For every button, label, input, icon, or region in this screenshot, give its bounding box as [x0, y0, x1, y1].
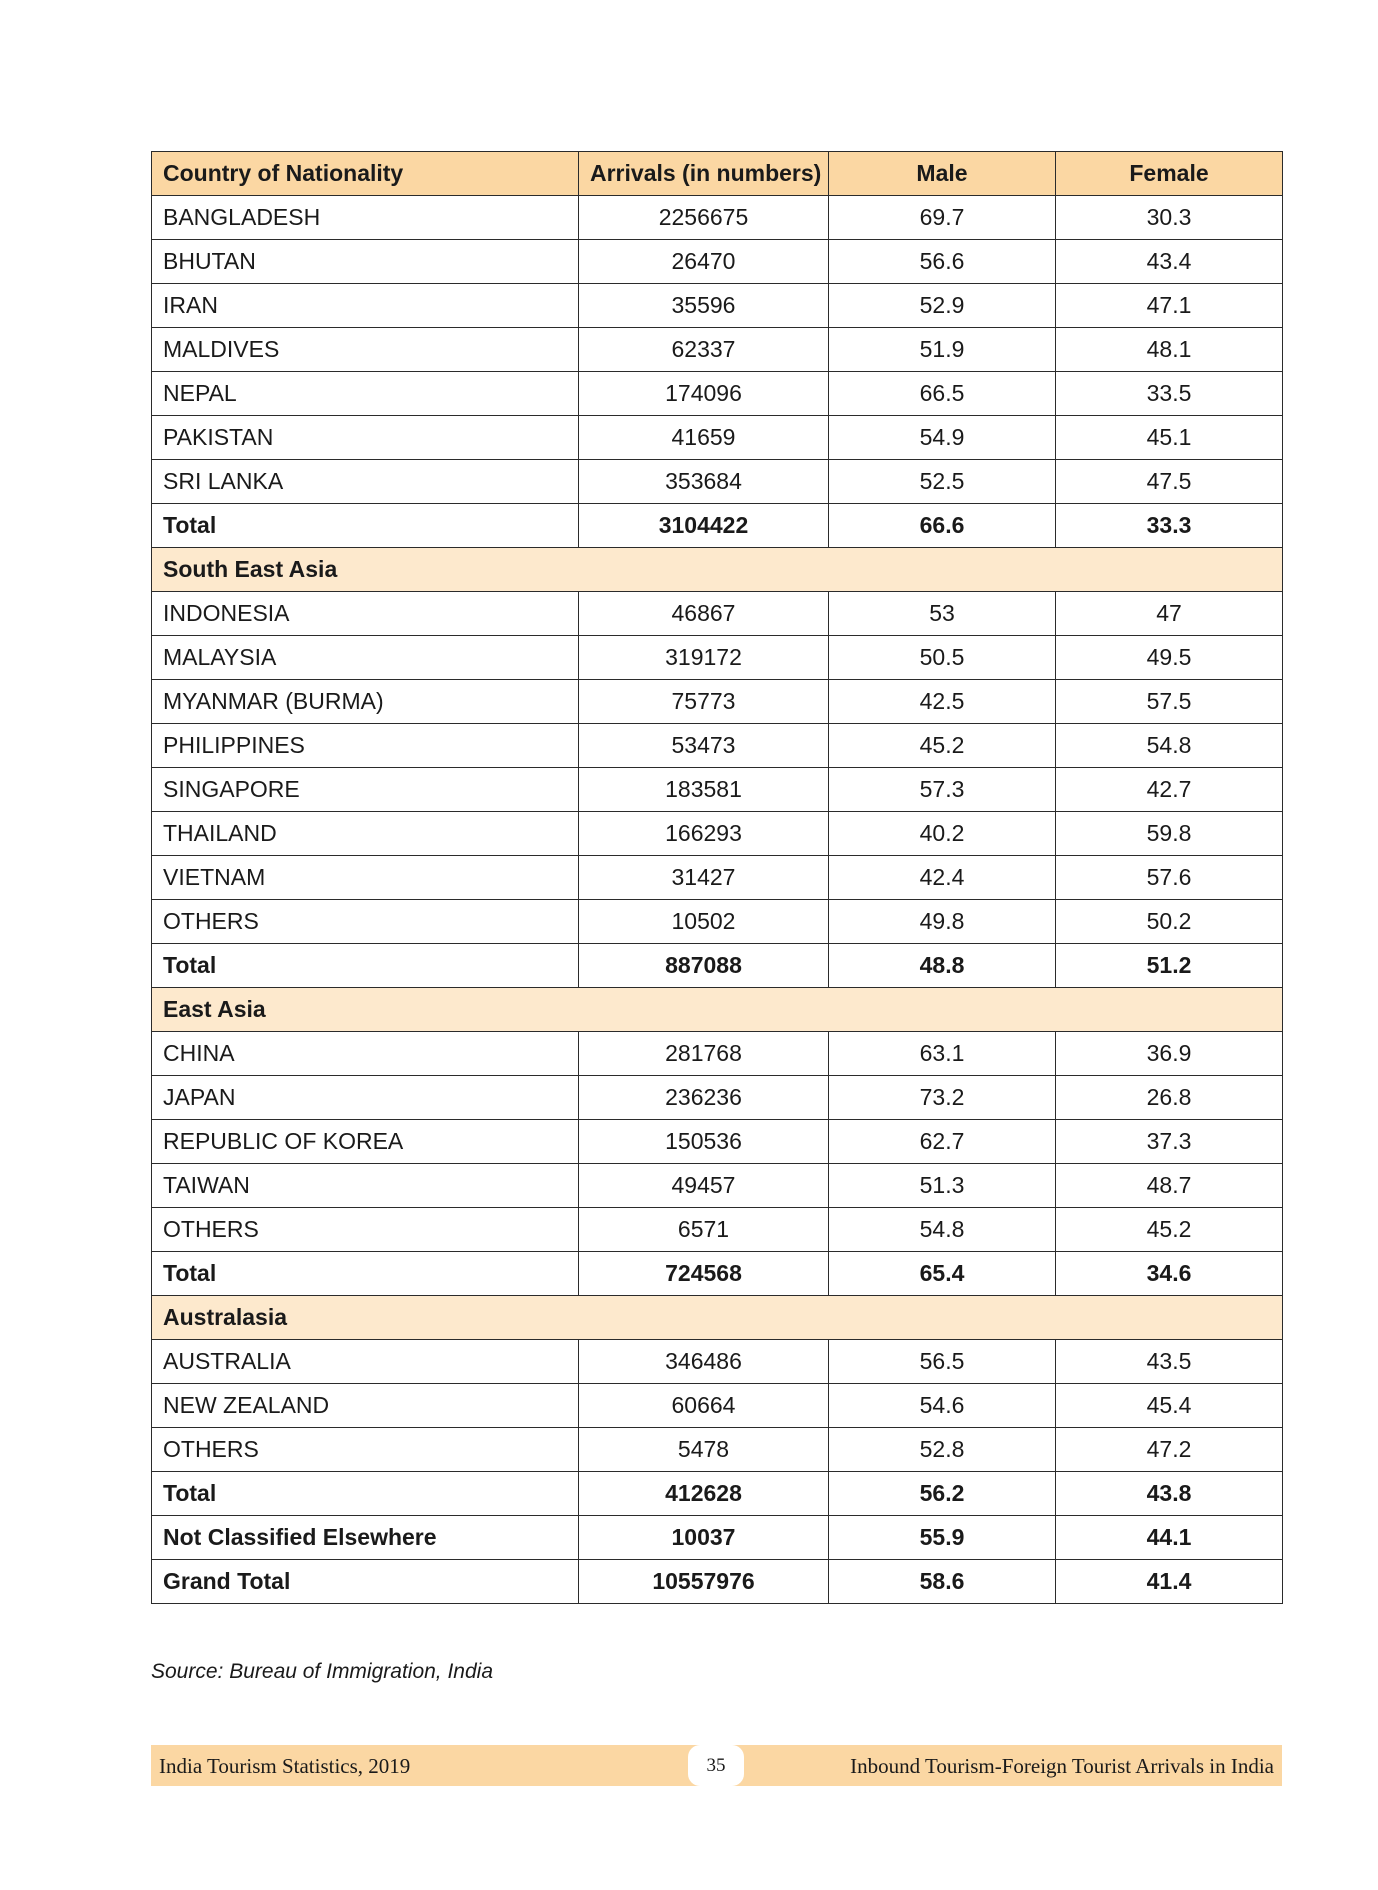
table-row [152, 592, 1283, 636]
cell-male: 52.5 [829, 460, 1056, 504]
cell-female: 41.4 [1056, 1560, 1283, 1604]
cell-female: 33.3 [1056, 504, 1283, 548]
table-row [152, 724, 1283, 768]
cell-country: Grand Total [152, 1560, 579, 1604]
cell-arrivals: 236236 [579, 1076, 829, 1120]
cell-arrivals: 183581 [579, 768, 829, 812]
total-row [152, 504, 1283, 548]
table-row [152, 460, 1283, 504]
cell-arrivals: 346486 [579, 1340, 829, 1384]
table-row [152, 416, 1283, 460]
cell-male: 58.6 [829, 1560, 1056, 1604]
cell-country: Total [152, 1472, 579, 1516]
cell-male: 53 [829, 592, 1056, 636]
cell-arrivals: 319172 [579, 636, 829, 680]
cell-country: MALAYSIA [152, 636, 579, 680]
cell-arrivals: 31427 [579, 856, 829, 900]
source-note: Source: Bureau of Immigration, India [151, 1660, 494, 1683]
cell-female: 47.1 [1056, 284, 1283, 328]
cell-arrivals: 2256675 [579, 196, 829, 240]
table-row [152, 196, 1283, 240]
cell-country: PAKISTAN [152, 416, 579, 460]
cell-arrivals: 10037 [579, 1516, 829, 1560]
table-row [152, 812, 1283, 856]
cell-arrivals: 353684 [579, 460, 829, 504]
cell-arrivals: 41659 [579, 416, 829, 460]
cell-male: 66.6 [829, 504, 1056, 548]
region-label: South East Asia [152, 548, 1283, 592]
cell-male: 51.3 [829, 1164, 1056, 1208]
cell-female: 43.4 [1056, 240, 1283, 284]
cell-female: 26.8 [1056, 1076, 1283, 1120]
total-row [152, 1560, 1283, 1604]
cell-female: 33.5 [1056, 372, 1283, 416]
header-male: Male [829, 152, 1056, 196]
cell-male: 55.9 [829, 1516, 1056, 1560]
total-row [152, 944, 1283, 988]
cell-male: 54.6 [829, 1384, 1056, 1428]
cell-arrivals: 150536 [579, 1120, 829, 1164]
cell-male: 40.2 [829, 812, 1056, 856]
cell-female: 54.8 [1056, 724, 1283, 768]
cell-arrivals: 60664 [579, 1384, 829, 1428]
cell-arrivals: 166293 [579, 812, 829, 856]
cell-arrivals: 412628 [579, 1472, 829, 1516]
cell-female: 59.8 [1056, 812, 1283, 856]
table-row [152, 1032, 1283, 1076]
cell-female: 30.3 [1056, 196, 1283, 240]
cell-female: 34.6 [1056, 1252, 1283, 1296]
cell-female: 57.6 [1056, 856, 1283, 900]
cell-male: 45.2 [829, 724, 1056, 768]
region-header-row [152, 988, 1283, 1032]
cell-female: 57.5 [1056, 680, 1283, 724]
table-row [152, 1076, 1283, 1120]
table-row [152, 1428, 1283, 1472]
table-body [152, 196, 1283, 1604]
page-footer [151, 1745, 1282, 1786]
cell-arrivals: 35596 [579, 284, 829, 328]
region-label: East Asia [152, 988, 1283, 1032]
cell-country: INDONESIA [152, 592, 579, 636]
region-header-row [152, 548, 1283, 592]
cell-female: 48.1 [1056, 328, 1283, 372]
cell-country: Total [152, 504, 579, 548]
header-female: Female [1056, 152, 1283, 196]
cell-female: 47.2 [1056, 1428, 1283, 1472]
arrivals-table [151, 151, 1283, 1604]
cell-arrivals: 10502 [579, 900, 829, 944]
table-row [152, 1384, 1283, 1428]
cell-female: 47 [1056, 592, 1283, 636]
table-row [152, 1164, 1283, 1208]
total-row [152, 1472, 1283, 1516]
cell-country: TAIWAN [152, 1164, 579, 1208]
table-row [152, 372, 1283, 416]
cell-male: 62.7 [829, 1120, 1056, 1164]
header-arrivals: Arrivals (in numbers) [579, 152, 829, 196]
cell-country: SRI LANKA [152, 460, 579, 504]
cell-male: 50.5 [829, 636, 1056, 680]
header-country: Country of Nationality [152, 152, 579, 196]
table-row [152, 636, 1283, 680]
cell-male: 56.2 [829, 1472, 1056, 1516]
cell-female: 45.4 [1056, 1384, 1283, 1428]
cell-country: OTHERS [152, 1208, 579, 1252]
cell-female: 47.5 [1056, 460, 1283, 504]
region-header-row [152, 1296, 1283, 1340]
cell-male: 42.4 [829, 856, 1056, 900]
table-row [152, 768, 1283, 812]
table-row [152, 1208, 1283, 1252]
cell-male: 66.5 [829, 372, 1056, 416]
cell-country: IRAN [152, 284, 579, 328]
cell-male: 56.5 [829, 1340, 1056, 1384]
table-row [152, 856, 1283, 900]
cell-country: MYANMAR (BURMA) [152, 680, 579, 724]
table-row [152, 284, 1283, 328]
cell-arrivals: 5478 [579, 1428, 829, 1472]
cell-male: 57.3 [829, 768, 1056, 812]
cell-female: 45.1 [1056, 416, 1283, 460]
cell-country: JAPAN [152, 1076, 579, 1120]
cell-country: CHINA [152, 1032, 579, 1076]
cell-arrivals: 6571 [579, 1208, 829, 1252]
cell-arrivals: 49457 [579, 1164, 829, 1208]
cell-male: 56.6 [829, 240, 1056, 284]
cell-female: 44.1 [1056, 1516, 1283, 1560]
cell-arrivals: 887088 [579, 944, 829, 988]
cell-female: 43.5 [1056, 1340, 1283, 1384]
cell-arrivals: 75773 [579, 680, 829, 724]
cell-arrivals: 724568 [579, 1252, 829, 1296]
cell-arrivals: 281768 [579, 1032, 829, 1076]
cell-arrivals: 26470 [579, 240, 829, 284]
cell-female: 37.3 [1056, 1120, 1283, 1164]
cell-female: 50.2 [1056, 900, 1283, 944]
cell-male: 63.1 [829, 1032, 1056, 1076]
cell-male: 65.4 [829, 1252, 1056, 1296]
table-row [152, 900, 1283, 944]
cell-male: 54.8 [829, 1208, 1056, 1252]
cell-female: 36.9 [1056, 1032, 1283, 1076]
cell-female: 48.7 [1056, 1164, 1283, 1208]
cell-arrivals: 3104422 [579, 504, 829, 548]
cell-country: THAILAND [152, 812, 579, 856]
cell-country: OTHERS [152, 1428, 579, 1472]
cell-male: 69.7 [829, 196, 1056, 240]
cell-country: NEW ZEALAND [152, 1384, 579, 1428]
cell-country: OTHERS [152, 900, 579, 944]
cell-female: 51.2 [1056, 944, 1283, 988]
cell-arrivals: 174096 [579, 372, 829, 416]
cell-arrivals: 46867 [579, 592, 829, 636]
cell-arrivals: 53473 [579, 724, 829, 768]
cell-country: PHILIPPINES [152, 724, 579, 768]
cell-female: 42.7 [1056, 768, 1283, 812]
cell-male: 54.9 [829, 416, 1056, 460]
cell-country: REPUBLIC OF KOREA [152, 1120, 579, 1164]
cell-female: 49.5 [1056, 636, 1283, 680]
cell-male: 42.5 [829, 680, 1056, 724]
cell-country: BHUTAN [152, 240, 579, 284]
table-row [152, 680, 1283, 724]
page-number: 35 [688, 1745, 744, 1786]
cell-male: 48.8 [829, 944, 1056, 988]
cell-country: Total [152, 944, 579, 988]
cell-country: BANGLADESH [152, 196, 579, 240]
table-row [152, 1120, 1283, 1164]
table-row [152, 1340, 1283, 1384]
cell-country: Not Classified Elsewhere [152, 1516, 579, 1560]
total-row [152, 1252, 1283, 1296]
cell-male: 73.2 [829, 1076, 1056, 1120]
cell-country: Total [152, 1252, 579, 1296]
cell-male: 52.8 [829, 1428, 1056, 1472]
cell-arrivals: 10557976 [579, 1560, 829, 1604]
cell-male: 51.9 [829, 328, 1056, 372]
table-row [152, 328, 1283, 372]
table-row [152, 240, 1283, 284]
cell-female: 43.8 [1056, 1472, 1283, 1516]
cell-female: 45.2 [1056, 1208, 1283, 1252]
cell-country: AUSTRALIA [152, 1340, 579, 1384]
footer-publication: India Tourism Statistics, 2019 [159, 1754, 411, 1778]
table-header-row [152, 152, 1283, 196]
cell-country: VIETNAM [152, 856, 579, 900]
cell-country: NEPAL [152, 372, 579, 416]
cell-arrivals: 62337 [579, 328, 829, 372]
cell-country: MALDIVES [152, 328, 579, 372]
total-row [152, 1516, 1283, 1560]
region-label: Australasia [152, 1296, 1283, 1340]
cell-male: 52.9 [829, 284, 1056, 328]
footer-section-title: Inbound Tourism-Foreign Tourist Arrivals in India [850, 1754, 1274, 1778]
cell-male: 49.8 [829, 900, 1056, 944]
cell-country: SINGAPORE [152, 768, 579, 812]
